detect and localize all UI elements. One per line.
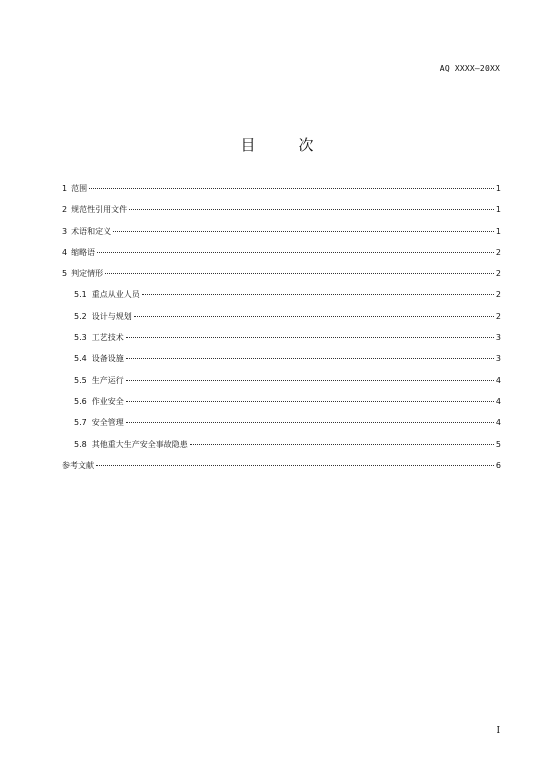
toc-leader: [134, 316, 494, 317]
toc-label: 工艺技术: [91, 333, 124, 343]
toc-item-2[interactable]: [62, 199, 501, 220]
toc-label: 设备设施: [91, 354, 124, 364]
toc-leader: [126, 422, 494, 423]
toc-item-5-2[interactable]: [62, 306, 501, 327]
toc-item-1[interactable]: [62, 178, 501, 199]
toc-leader: [126, 380, 494, 381]
toc-item-4[interactable]: [62, 242, 501, 263]
toc-leader: [105, 273, 494, 274]
toc-number: 5: [62, 269, 68, 279]
toc-leader: [126, 358, 494, 359]
toc-leader: [190, 444, 494, 445]
toc-number: 5.5: [74, 375, 87, 385]
toc-number: 3: [62, 226, 68, 236]
toc-leader: [96, 465, 494, 466]
toc-leader: [89, 188, 494, 189]
toc-label: 缩略语: [71, 247, 96, 257]
toc-page: 1: [495, 226, 501, 236]
toc-page: 2: [495, 269, 501, 279]
toc-page: 4: [495, 418, 501, 428]
toc-item-3[interactable]: [62, 221, 501, 242]
toc-leader: [142, 294, 494, 295]
toc-item-5-7[interactable]: [62, 412, 501, 433]
toc-leader: [126, 401, 494, 402]
toc-leader: [129, 209, 494, 210]
toc-label: 生产运行: [91, 375, 124, 385]
toc-page: 2: [495, 311, 501, 321]
table-of-contents: [62, 178, 501, 476]
toc-number: 5.4: [74, 354, 87, 364]
page-number: I: [496, 726, 500, 736]
toc-label: 重点从业人员: [91, 290, 140, 300]
toc-page: 3: [495, 333, 501, 343]
toc-item-5[interactable]: [62, 263, 501, 284]
toc-label: 范围: [71, 184, 88, 193]
standard-code: AQ XXXX—20XX: [439, 64, 500, 73]
toc-number: 5.1: [74, 290, 87, 300]
toc-number: 5.2: [74, 311, 87, 321]
toc-label: 作业安全: [91, 396, 124, 406]
toc-number: 5.6: [74, 396, 87, 406]
toc-item-5-3[interactable]: [62, 327, 501, 348]
toc-page: 4: [495, 396, 501, 406]
toc-label: 参考文献: [62, 460, 94, 470]
toc-page: 3: [495, 354, 501, 364]
toc-item-5-1[interactable]: [62, 284, 501, 305]
toc-number: 5.7: [74, 418, 87, 428]
toc-item-5-6[interactable]: [62, 391, 501, 412]
toc-page: 2: [495, 290, 501, 300]
toc-page: 1: [495, 205, 501, 215]
toc-item-5-4[interactable]: [62, 348, 501, 369]
toc-number: 5.8: [74, 439, 87, 449]
toc-page: 5: [495, 439, 501, 449]
toc-label: 规范性引用文件: [71, 205, 128, 215]
toc-number: 5.3: [74, 333, 87, 343]
toc-label: 其他重大生产安全事故隐患: [91, 439, 188, 449]
toc-page: 2: [495, 247, 501, 257]
toc-number: 4: [62, 247, 68, 257]
toc-label: 术语和定义: [71, 226, 112, 236]
toc-number: 1: [62, 184, 68, 193]
toc-label: 设计与规划: [91, 311, 132, 321]
toc-label: 判定情形: [71, 269, 104, 279]
toc-leader: [126, 337, 494, 338]
toc-page: 6: [495, 460, 501, 470]
toc-number: 2: [62, 205, 68, 215]
toc-item-references[interactable]: [62, 455, 501, 476]
toc-page: 4: [495, 375, 501, 385]
page-title: 目 次: [240, 136, 328, 154]
toc-item-5-8[interactable]: [62, 434, 501, 455]
toc-page: 1: [495, 184, 501, 193]
toc-leader: [113, 231, 494, 232]
toc-leader: [97, 252, 494, 253]
toc-label: 安全管理: [91, 418, 124, 428]
toc-item-5-5[interactable]: [62, 370, 501, 391]
